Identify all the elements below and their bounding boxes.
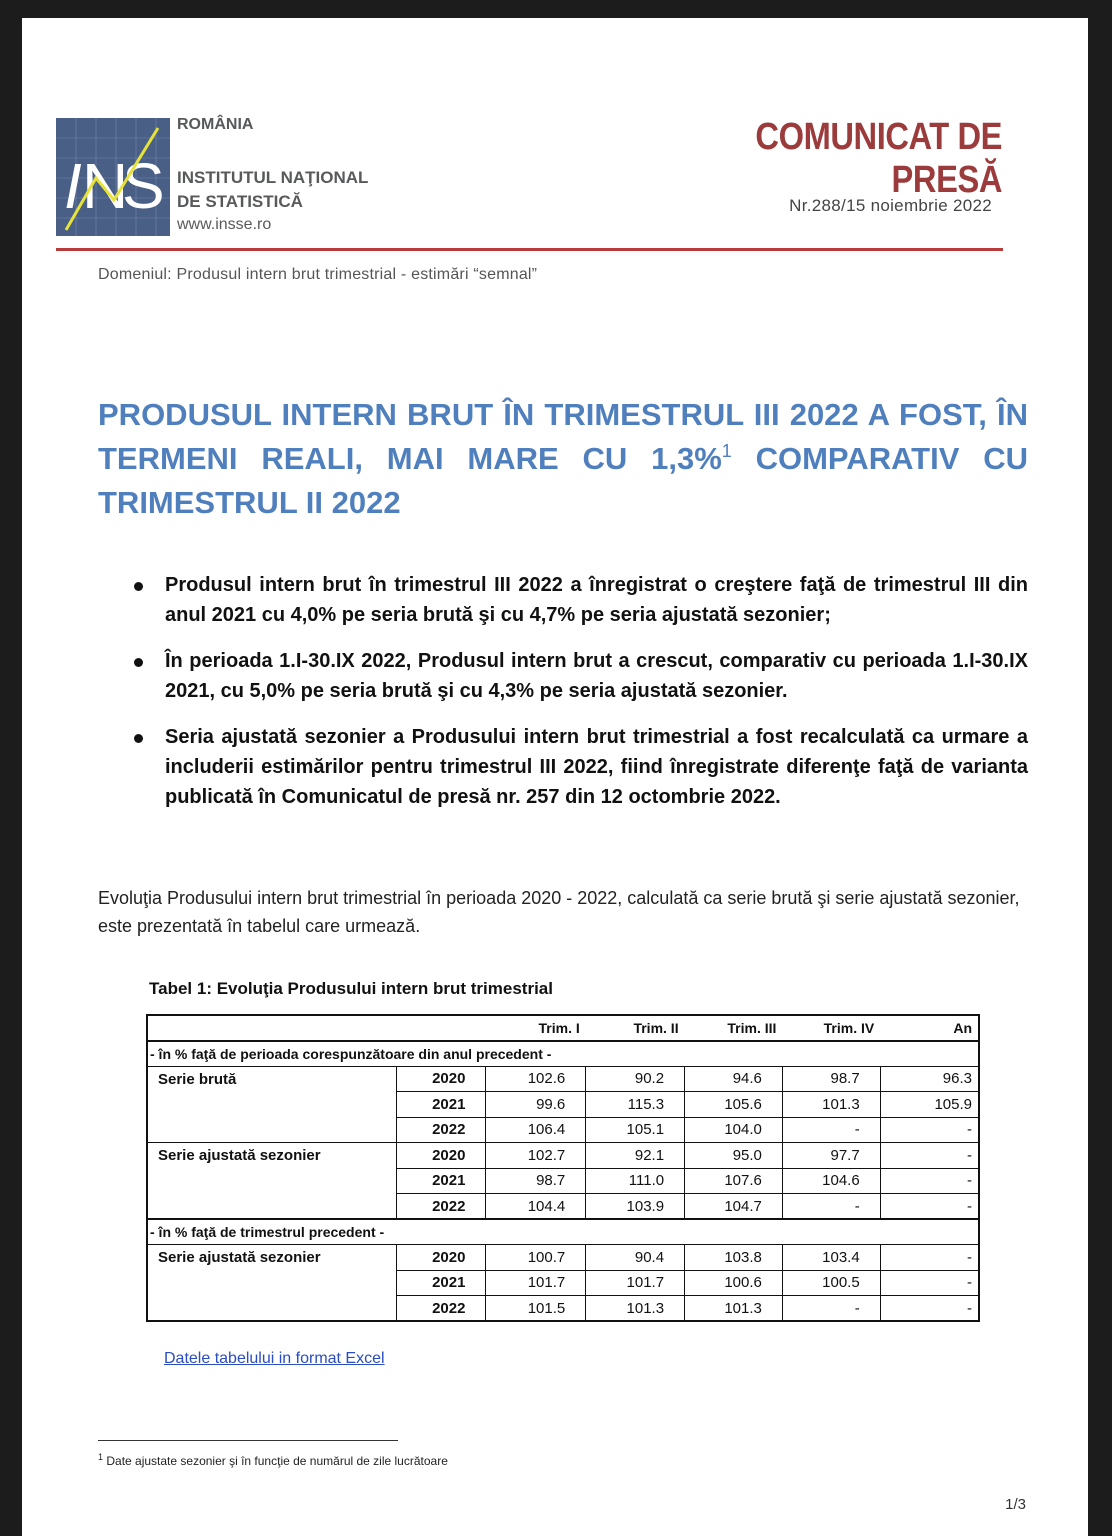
column-header: Trim. I [486, 1015, 586, 1041]
institute-name [177, 166, 368, 214]
headline-footnote-ref: 1 [721, 441, 732, 461]
column-header: Trim. III [685, 1015, 783, 1041]
list-item [128, 646, 1028, 706]
row-group-label: Serie brută [147, 1066, 396, 1143]
ins-logo [56, 118, 170, 236]
bullet-icon [134, 734, 143, 743]
value-cell: 98.7 [486, 1168, 586, 1194]
list-item [128, 722, 1028, 812]
value-cell: 99.6 [486, 1092, 586, 1118]
value-cell: 111.0 [586, 1168, 685, 1194]
list-item-text: Produsul intern brut în trimestrul III 2022 a înregistrat o creştere faţă de trimestrul III din anul 2021 cu 4,0% pe seria brută şi cu 4,7% pe seria ajustată sezonier; [165, 574, 1028, 626]
headline [98, 393, 1028, 525]
table-row [147, 1143, 979, 1169]
value-cell: - [880, 1194, 979, 1220]
section-label: - în % faţă de perioada corespunzătoare din anul precedent - [147, 1041, 979, 1067]
table-header-row [147, 1015, 979, 1041]
press-release-number: Nr.288/15 noiembrie 2022 [789, 196, 992, 215]
value-cell: - [782, 1194, 880, 1220]
value-cell: 94.6 [685, 1066, 783, 1092]
year-cell: 2021 [396, 1270, 486, 1296]
table-caption: Tabel 1: Evoluţia Produsului intern brut trimestrial [149, 979, 553, 998]
value-cell: 103.8 [685, 1245, 783, 1271]
value-cell: - [880, 1245, 979, 1271]
value-cell: 104.7 [685, 1194, 783, 1220]
gdp-table [146, 1014, 980, 1322]
table-row [147, 1245, 979, 1271]
year-cell: 2022 [396, 1296, 486, 1322]
value-cell: 101.3 [586, 1296, 685, 1322]
value-cell: - [782, 1296, 880, 1322]
list-item [128, 570, 1028, 630]
value-cell: 95.0 [685, 1143, 783, 1169]
svg-text:N: N [82, 150, 129, 222]
value-cell: 103.9 [586, 1194, 685, 1220]
value-cell: 101.3 [782, 1092, 880, 1118]
value-cell: 105.9 [880, 1092, 979, 1118]
list-item-text: În perioada 1.I-30.IX 2022, Produsul intern brut a crescut, comparativ cu perioada 1.I-30.IX 2021, cu 5,0% pe seria brută şi cu 4,3% pe seria ajustată sezonier. [165, 650, 1028, 702]
value-cell: - [782, 1117, 880, 1143]
column-header: Trim. II [586, 1015, 685, 1041]
row-group-label: Serie ajustată sezonier [147, 1245, 396, 1322]
footnote-divider [98, 1440, 398, 1441]
year-cell: 2020 [396, 1066, 486, 1092]
value-cell: 90.4 [586, 1245, 685, 1271]
value-cell: 101.5 [486, 1296, 586, 1322]
year-cell: 2022 [396, 1117, 486, 1143]
year-cell: 2022 [396, 1194, 486, 1220]
value-cell: - [880, 1143, 979, 1169]
table-header-empty [147, 1015, 396, 1041]
domain-line: Domeniul: Produsul intern brut trimestrial - estimări “semnal” [98, 266, 538, 283]
value-cell: - [880, 1117, 979, 1143]
excel-data-link[interactable]: Datele tabelului in format Excel [164, 1350, 385, 1367]
press-release-title: COMUNICAT DE PRESĂ [755, 116, 1002, 201]
value-cell: - [880, 1168, 979, 1194]
table-section-row [147, 1041, 979, 1067]
value-cell: 103.4 [782, 1245, 880, 1271]
year-cell: 2020 [396, 1245, 486, 1271]
value-cell: 97.7 [782, 1143, 880, 1169]
bullet-icon [134, 582, 143, 591]
list-item-text: Seria ajustată sezonier a Produsului intern brut trimestrial a fost recalculată ca urmare a includerii estimărilor pentru trimestrul III 2022, fiind înregistrate diferenţe faţă de varianta publicată în Comunicatul de presă nr. 257 din 12 octombrie 2022. [165, 726, 1028, 808]
year-cell: 2020 [396, 1143, 486, 1169]
value-cell: - [880, 1270, 979, 1296]
headline-text: PRODUSUL INTERN BRUT ÎN TRIMESTRUL III 2022 A FOST, ÎN TERMENI REALI, MAI MARE CU 1,3% [98, 397, 1028, 476]
value-cell: 100.5 [782, 1270, 880, 1296]
footnote-text: Date ajustate sezonier şi în funcţie de numărul de zile lucrătoare [103, 1454, 448, 1468]
value-cell: 92.1 [586, 1143, 685, 1169]
value-cell: 98.7 [782, 1066, 880, 1092]
ins-logo-graphic [56, 118, 170, 236]
value-cell: 100.6 [685, 1270, 783, 1296]
column-header: An [880, 1015, 979, 1041]
document-page [22, 18, 1088, 1536]
bullet-icon [134, 658, 143, 667]
value-cell: 106.4 [486, 1117, 586, 1143]
value-cell: 102.6 [486, 1066, 586, 1092]
column-header: Trim. IV [782, 1015, 880, 1041]
footnote-marker: 1 [98, 1452, 104, 1462]
key-points-list [128, 570, 1028, 828]
table-section-row [147, 1219, 979, 1245]
section-label: - în % faţă de trimestrul precedent - [147, 1219, 979, 1245]
country-label: ROMÂNIA [177, 116, 254, 133]
row-group-label: Serie ajustată sezonier [147, 1143, 396, 1220]
value-cell: - [880, 1296, 979, 1322]
institute-name-line1: INSTITUTUL NAŢIONAL [177, 168, 369, 187]
value-cell: 115.3 [586, 1092, 685, 1118]
table-header-empty [396, 1015, 486, 1041]
value-cell: 105.6 [685, 1092, 783, 1118]
value-cell: 107.6 [685, 1168, 783, 1194]
page-number: 1/3 [1005, 1496, 1026, 1513]
value-cell: 104.4 [486, 1194, 586, 1220]
value-cell: 101.7 [586, 1270, 685, 1296]
value-cell: 102.7 [486, 1143, 586, 1169]
value-cell: 105.1 [586, 1117, 685, 1143]
value-cell: 104.6 [782, 1168, 880, 1194]
value-cell: 100.7 [486, 1245, 586, 1271]
headline-text-end: COMPARATIV CU TRIMESTRUL II 2022 [98, 441, 1028, 520]
header-divider [56, 248, 1003, 251]
institute-name-line2: DE STATISTICĂ [177, 192, 303, 211]
institute-url[interactable]: www.insse.ro [177, 216, 272, 233]
year-cell: 2021 [396, 1168, 486, 1194]
table-row [147, 1066, 979, 1092]
year-cell: 2021 [396, 1092, 486, 1118]
svg-text:S: S [122, 150, 165, 222]
value-cell: 101.3 [685, 1296, 783, 1322]
value-cell: 90.2 [586, 1066, 685, 1092]
intro-paragraph: Evoluţia Produsului intern brut trimestrial în perioada 2020 - 2022, calculată ca serie brută şi serie ajustată sezonier, este prezentată în tabelul care urmează. [98, 888, 1020, 936]
value-cell: 104.0 [685, 1117, 783, 1143]
footnote [98, 1452, 448, 1468]
value-cell: 101.7 [486, 1270, 586, 1296]
value-cell: 96.3 [880, 1066, 979, 1092]
svg-text:I: I [64, 150, 82, 222]
